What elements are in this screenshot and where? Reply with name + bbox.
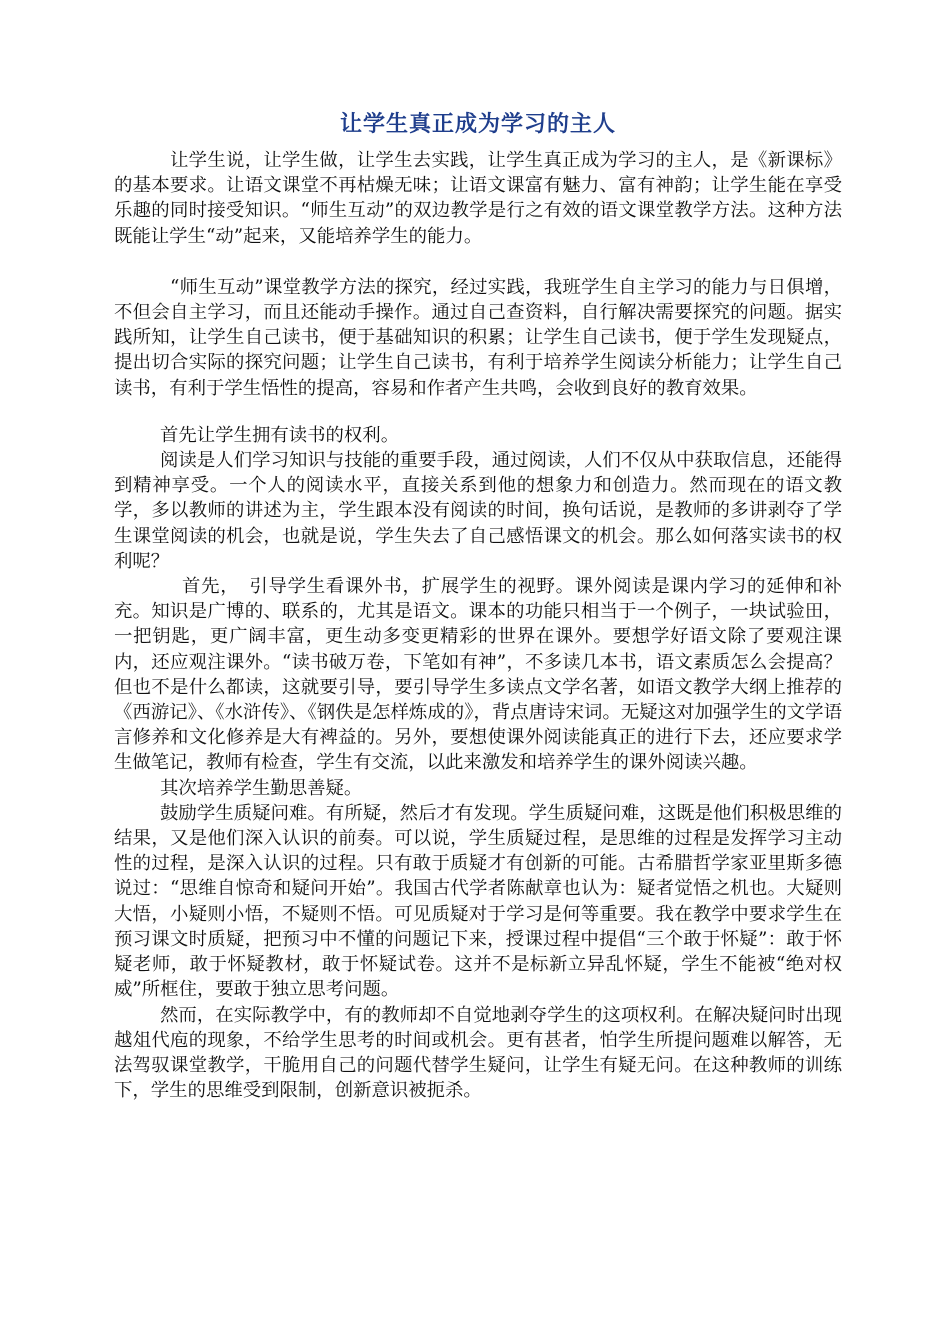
paragraph-extracurricular: 首先， 引导学生看课外书，扩展学生的视野。课外阅读是课内学习的延伸和补充。知识是广博的、联系的，尤其是语文。课本的功能只相当于一个例子，一块试验田，一把钥匙，更广阔丰富，更生动多变更精彩的世界在课外。要想学好语文除了要观注课内，还应观注课外。“读书破万卷，下笔如有神”，不多读几本书，语文素质怎么会提高？但也不是什么都读，这就要引导，要引导学生多读点文学名著，如语文教学大纲上推荐的《西游记》、《水浒传》、《钢佚是怎样炼成的》，背点唐诗宋词。无疑这对加强学生的文学语言修养和文化修养是大有裨益的。另外，要想使课外阅读能真正的进行下去，还应要求学生做笔记，教师有检查，学生有交流，以此来激发和培养学生的课外阅读兴趣。 — [114, 576, 842, 774]
paragraph-reading: 阅读是人们学习知识与技能的重要手段，通过阅读，人们不仅从中获取信息，还能得到精神享受。一个人的阅读水平，直接关系到他的想象力和创造力。然而现在的语文教学，多以教师的讲述为主，学生跟本没有阅读的时间，换句话说，是教师的多讲剥夺了学生课堂阅读的机会，也就是说，学生失去了自己感悟课文的机会。那么如何落实读书的权利呢？ — [114, 450, 842, 572]
document-page — [114, 108, 842, 1103]
document-title: 让学生真正成为学习的主人 — [339, 112, 616, 137]
paragraph-spacer — [114, 401, 842, 423]
paragraph-intro: 让学生说，让学生做，让学生去实践，让学生真正成为学习的主人，是《新课标》的基本要求。让语文课堂不再枯燥无味；让语文课富有魅力、富有神韵；让学生能在享受乐趣的同时接受知识。“师生互动”的双边教学是行之有效的语文课堂教学方法。这种方法既能让学生“动”起来，又能培养学生的能力。 — [114, 150, 842, 247]
section-heading-questioning: 其次培养学生勤思善疑。 — [160, 777, 363, 799]
paragraph-spacer — [114, 249, 842, 275]
paragraph-conclusion: 然而，在实际教学中，有的教师却不自觉地剥夺学生的这项权利。在解决疑问时出现越俎代庖的现象，不给学生思考的时间或机会。更有甚者，怕学生所提问题难以解答，无法驾驭课堂教学，干脆用自己的问题代替学生疑问，让学生有疑无问。在这种教师的训练下，学生的思维受到限制，创新意识被扼杀。 — [114, 1004, 842, 1102]
paragraph-questioning: 鼓励学生质疑问难。有所疑，然后才有发现。学生质疑问难，这既是他们积极思维的结果，又是他们深入认识的前奏。可以说，学生质疑过程，是思维的过程是发挥学习主动性的过程，是深入认识的过程。只有敢于质疑才有创新的可能。古希腊哲学家亚里斯多德说过：“思维自惊奇和疑问开始”。我国古代学者陈献章也认为：疑者觉悟之机也。大疑则大悟，小疑则小悟，不疑则不悟。可见质疑对于学习是何等重要。我在教学中要求学生在预习课文时质疑，把预习中不懂的问题记下来，授课过程中提倡“三个敢于怀疑”：敢于怀疑老师，敢于怀疑教材，敢于怀疑试卷。这并不是标新立异乱怀疑，学生不能被“绝对权威”所框住，要敢于独立思考问题。 — [114, 802, 842, 1001]
section-heading-reading-rights: 首先让学生拥有读书的权利。 — [160, 424, 400, 446]
paragraph-method: “师生互动”课堂教学方法的探究，经过实践，我班学生自主学习的能力与日俱增，不但会自主学习，而且还能动手操作。通过自己查资料，自行解决需要探究的问题。据实践所知，让学生自己读书，便于基础知识的积累；让学生自己读书，便于学生发现疑点，提出切合实际的探究问题；让学生自己读书，有利于培养学生阅读分析能力；让学生自己读书，有利于学生悟性的提高，容易和作者产生共鸣，会收到良好的教育效果。 — [114, 276, 842, 399]
